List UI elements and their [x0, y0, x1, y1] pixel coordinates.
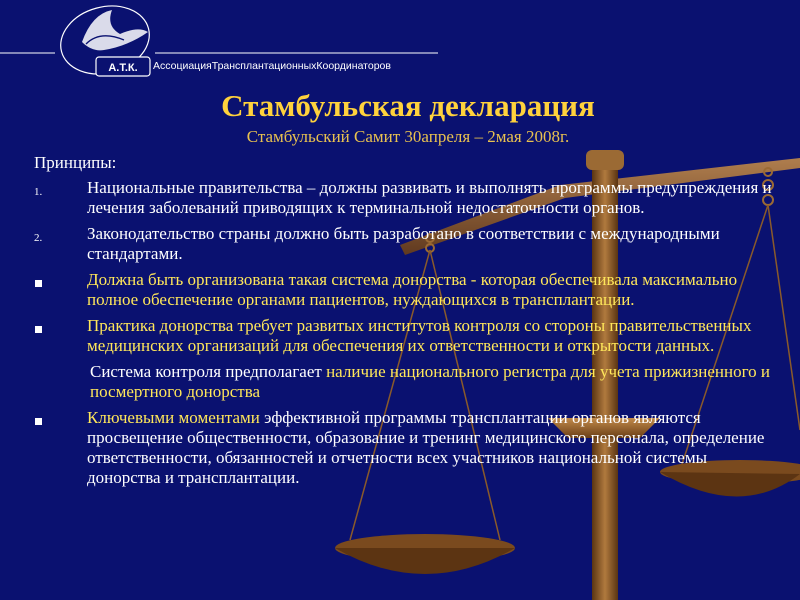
- list-item-text: Законодательство страны должно быть разработано в соответствии с международными стандартами.: [87, 224, 720, 263]
- list-item-text: Должна быть организована такая система донорства - которая обеспечивала максимально полное обеспечение органами пациентов, нуждающихся в трансплантации.: [87, 270, 738, 309]
- list-marker: 2.: [34, 232, 43, 244]
- bullet-square-icon: [34, 408, 87, 488]
- last-item-highlight: Ключевыми моментами: [87, 408, 265, 427]
- list-item: [34, 270, 774, 310]
- continuation-text-plain: Система контроля предполагает: [90, 362, 327, 381]
- logo-initials: А.Т.К.: [108, 62, 138, 74]
- atk-logo: [0, 0, 440, 90]
- slide-title: Стамбульская декларация: [221, 88, 595, 123]
- continuation-paragraph: [34, 362, 774, 402]
- slide-content: [34, 153, 774, 494]
- list-marker: 1.: [34, 186, 43, 198]
- list-item: [34, 224, 774, 264]
- list-item-text: Национальные правительства – должны развивать и выполнять программы предупреждения и лечения заболеваний приводящих к терминальной недостаточности органов.: [87, 178, 772, 217]
- hands-dove-icon: [82, 10, 148, 50]
- slide-subtitle: Стамбульский Самит 30апреля – 2мая 2008г.: [246, 127, 570, 146]
- list-item-text: Практика донорства требует развитых институтов контроля со стороны правительственных медицинских организаций для обеспечения их ответственности и открытости данных.: [87, 316, 752, 355]
- bullet-square-icon: [34, 316, 87, 356]
- bullet-square-icon: [34, 270, 87, 310]
- logo-org-name: АссоциацияТрансплантационныхКоординаторов: [153, 60, 391, 72]
- list-item: [34, 316, 774, 356]
- principles-heading: Принципы:: [34, 153, 117, 172]
- continuation-text-highlight: наличие национального регистра для учета прижизненного и посмертного донорства: [90, 362, 770, 401]
- list-item: [34, 178, 774, 218]
- last-item-plain: эффективной программы трансплантации органов являются просвещение общественности, образование и тренинг медицинского персонала, определение ответственности, обязанностей и отчетности всех участников национальной системы донорства и трансплантации.: [87, 408, 765, 487]
- list-item: [34, 408, 774, 488]
- list-item-text: [87, 408, 774, 488]
